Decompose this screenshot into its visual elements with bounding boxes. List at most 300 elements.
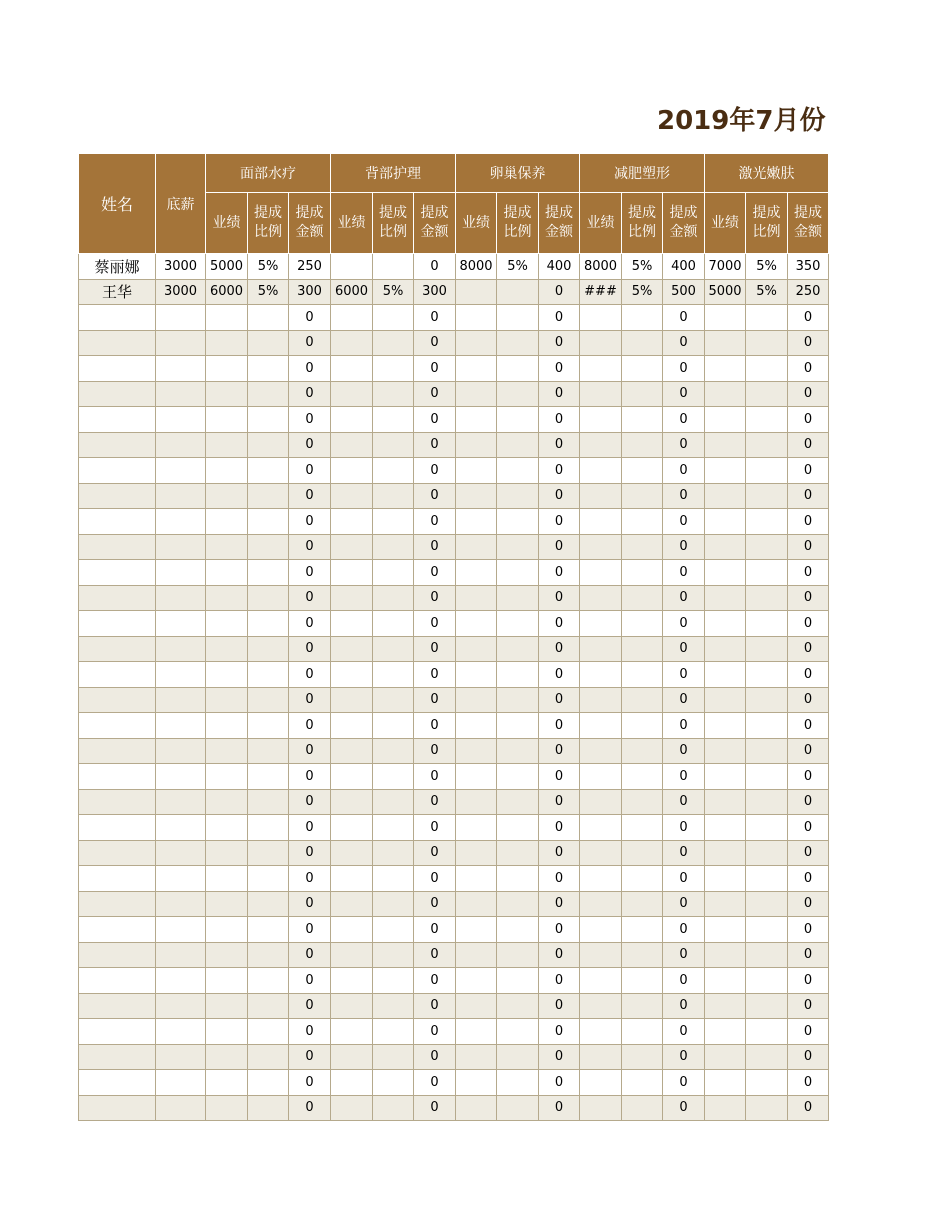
commission-rate-cell[interactable]: [373, 713, 414, 739]
commission-rate-cell[interactable]: [373, 917, 414, 943]
performance-cell[interactable]: [705, 560, 746, 586]
commission-rate-cell[interactable]: [373, 815, 414, 841]
name-cell[interactable]: [79, 866, 156, 892]
commission-rate-cell[interactable]: [746, 713, 788, 739]
performance-cell[interactable]: [206, 330, 248, 356]
name-cell[interactable]: [79, 636, 156, 662]
performance-cell[interactable]: [705, 866, 746, 892]
base-salary-cell[interactable]: [156, 1044, 206, 1070]
commission-amount-cell[interactable]: 0: [289, 840, 331, 866]
commission-amount-cell[interactable]: 0: [788, 1070, 829, 1096]
performance-cell[interactable]: [456, 356, 497, 382]
commission-rate-cell[interactable]: [373, 840, 414, 866]
name-cell[interactable]: [79, 458, 156, 484]
performance-cell[interactable]: [580, 611, 622, 637]
commission-amount-cell[interactable]: 0: [539, 279, 580, 305]
commission-amount-cell[interactable]: 0: [663, 381, 705, 407]
commission-amount-cell[interactable]: 0: [539, 381, 580, 407]
commission-amount-cell[interactable]: 0: [414, 764, 456, 790]
commission-rate-cell[interactable]: 5%: [248, 279, 289, 305]
commission-rate-cell[interactable]: [248, 713, 289, 739]
commission-rate-cell[interactable]: [622, 483, 663, 509]
commission-rate-cell[interactable]: [746, 815, 788, 841]
commission-rate-cell[interactable]: [373, 764, 414, 790]
commission-rate-cell[interactable]: [622, 840, 663, 866]
commission-amount-cell[interactable]: 0: [414, 687, 456, 713]
commission-amount-cell[interactable]: 0: [788, 305, 829, 331]
commission-rate-cell[interactable]: [497, 305, 539, 331]
commission-amount-cell[interactable]: 0: [289, 815, 331, 841]
commission-rate-cell[interactable]: [622, 662, 663, 688]
base-salary-cell[interactable]: [156, 815, 206, 841]
commission-rate-cell[interactable]: [497, 483, 539, 509]
commission-amount-cell[interactable]: 0: [788, 1044, 829, 1070]
name-cell[interactable]: [79, 611, 156, 637]
performance-cell[interactable]: [705, 356, 746, 382]
commission-rate-cell[interactable]: [248, 840, 289, 866]
performance-cell[interactable]: 6000: [206, 279, 248, 305]
performance-cell[interactable]: [331, 1095, 373, 1121]
commission-rate-cell[interactable]: [497, 993, 539, 1019]
performance-cell[interactable]: [456, 713, 497, 739]
commission-rate-cell[interactable]: [497, 713, 539, 739]
commission-rate-cell[interactable]: [373, 1095, 414, 1121]
performance-cell[interactable]: [705, 636, 746, 662]
commission-rate-cell[interactable]: [622, 891, 663, 917]
performance-cell[interactable]: [705, 534, 746, 560]
commission-rate-cell[interactable]: [746, 585, 788, 611]
commission-amount-cell[interactable]: 0: [663, 764, 705, 790]
performance-cell[interactable]: [456, 585, 497, 611]
commission-rate-cell[interactable]: [497, 1095, 539, 1121]
commission-amount-cell[interactable]: 0: [663, 305, 705, 331]
performance-cell[interactable]: [705, 840, 746, 866]
performance-cell[interactable]: 6000: [331, 279, 373, 305]
performance-cell[interactable]: [456, 764, 497, 790]
commission-amount-cell[interactable]: 0: [289, 764, 331, 790]
commission-amount-cell[interactable]: 0: [788, 764, 829, 790]
commission-amount-cell[interactable]: 0: [663, 611, 705, 637]
commission-rate-cell[interactable]: [746, 942, 788, 968]
commission-amount-cell[interactable]: 0: [289, 509, 331, 535]
commission-amount-cell[interactable]: 0: [414, 789, 456, 815]
commission-rate-cell[interactable]: [497, 407, 539, 433]
performance-cell[interactable]: [456, 738, 497, 764]
performance-cell[interactable]: [331, 483, 373, 509]
performance-cell[interactable]: [705, 764, 746, 790]
commission-rate-cell[interactable]: [622, 458, 663, 484]
commission-rate-cell[interactable]: [248, 611, 289, 637]
base-salary-cell[interactable]: [156, 891, 206, 917]
name-cell[interactable]: [79, 432, 156, 458]
commission-amount-cell[interactable]: 0: [539, 585, 580, 611]
commission-rate-cell[interactable]: [622, 687, 663, 713]
commission-amount-cell[interactable]: 0: [788, 866, 829, 892]
commission-rate-cell[interactable]: [248, 789, 289, 815]
commission-rate-cell[interactable]: [746, 356, 788, 382]
commission-rate-cell[interactable]: [373, 534, 414, 560]
performance-cell[interactable]: [206, 764, 248, 790]
commission-rate-cell[interactable]: [622, 968, 663, 994]
commission-rate-cell[interactable]: [248, 381, 289, 407]
commission-amount-cell[interactable]: 0: [289, 713, 331, 739]
base-salary-cell[interactable]: [156, 738, 206, 764]
commission-amount-cell[interactable]: 400: [539, 254, 580, 280]
commission-rate-cell[interactable]: [248, 458, 289, 484]
commission-rate-cell[interactable]: [497, 968, 539, 994]
commission-amount-cell[interactable]: 0: [663, 1019, 705, 1045]
performance-cell[interactable]: [580, 993, 622, 1019]
performance-cell[interactable]: [580, 687, 622, 713]
commission-amount-cell[interactable]: 0: [663, 636, 705, 662]
commission-amount-cell[interactable]: 500: [663, 279, 705, 305]
commission-amount-cell[interactable]: 0: [788, 483, 829, 509]
name-cell[interactable]: [79, 968, 156, 994]
performance-cell[interactable]: [580, 968, 622, 994]
commission-amount-cell[interactable]: 0: [788, 738, 829, 764]
commission-rate-cell[interactable]: [248, 993, 289, 1019]
performance-cell[interactable]: ###: [580, 279, 622, 305]
commission-rate-cell[interactable]: [497, 330, 539, 356]
commission-rate-cell[interactable]: [622, 560, 663, 586]
performance-cell[interactable]: [705, 662, 746, 688]
performance-cell[interactable]: [206, 458, 248, 484]
name-cell[interactable]: [79, 330, 156, 356]
base-salary-cell[interactable]: [156, 764, 206, 790]
commission-amount-cell[interactable]: 0: [663, 789, 705, 815]
performance-cell[interactable]: [331, 993, 373, 1019]
base-salary-cell[interactable]: [156, 611, 206, 637]
performance-cell[interactable]: [206, 789, 248, 815]
commission-rate-cell[interactable]: [373, 968, 414, 994]
commission-amount-cell[interactable]: 0: [539, 968, 580, 994]
commission-rate-cell[interactable]: [622, 789, 663, 815]
commission-amount-cell[interactable]: 0: [663, 891, 705, 917]
performance-cell[interactable]: [456, 636, 497, 662]
name-cell[interactable]: [79, 381, 156, 407]
commission-rate-cell[interactable]: [373, 381, 414, 407]
performance-cell[interactable]: [331, 917, 373, 943]
performance-cell[interactable]: [580, 636, 622, 662]
performance-cell[interactable]: [456, 483, 497, 509]
commission-rate-cell[interactable]: [622, 993, 663, 1019]
commission-rate-cell[interactable]: [248, 356, 289, 382]
performance-cell[interactable]: [206, 1019, 248, 1045]
base-salary-cell[interactable]: [156, 840, 206, 866]
base-salary-cell[interactable]: [156, 662, 206, 688]
performance-cell[interactable]: [705, 585, 746, 611]
commission-amount-cell[interactable]: 0: [788, 432, 829, 458]
commission-rate-cell[interactable]: [373, 738, 414, 764]
performance-cell[interactable]: [705, 381, 746, 407]
performance-cell[interactable]: [456, 1095, 497, 1121]
commission-amount-cell[interactable]: 0: [289, 356, 331, 382]
performance-cell[interactable]: [705, 713, 746, 739]
name-cell[interactable]: [79, 356, 156, 382]
name-cell[interactable]: [79, 407, 156, 433]
commission-amount-cell[interactable]: 0: [663, 738, 705, 764]
commission-rate-cell[interactable]: [373, 356, 414, 382]
performance-cell[interactable]: [705, 509, 746, 535]
commission-rate-cell[interactable]: [497, 764, 539, 790]
commission-amount-cell[interactable]: 300: [414, 279, 456, 305]
commission-rate-cell[interactable]: [746, 866, 788, 892]
performance-cell[interactable]: [206, 815, 248, 841]
commission-amount-cell[interactable]: 0: [539, 738, 580, 764]
commission-rate-cell[interactable]: [373, 585, 414, 611]
base-salary-cell[interactable]: [156, 585, 206, 611]
commission-amount-cell[interactable]: 0: [663, 662, 705, 688]
commission-amount-cell[interactable]: 0: [539, 789, 580, 815]
commission-amount-cell[interactable]: 0: [539, 611, 580, 637]
performance-cell[interactable]: [705, 432, 746, 458]
performance-cell[interactable]: [705, 458, 746, 484]
commission-rate-cell[interactable]: [746, 1044, 788, 1070]
performance-cell[interactable]: [206, 738, 248, 764]
performance-cell[interactable]: [206, 942, 248, 968]
commission-rate-cell[interactable]: [746, 611, 788, 637]
commission-amount-cell[interactable]: 0: [663, 509, 705, 535]
performance-cell[interactable]: [206, 381, 248, 407]
commission-amount-cell[interactable]: 0: [414, 330, 456, 356]
commission-rate-cell[interactable]: [497, 1019, 539, 1045]
commission-amount-cell[interactable]: 0: [788, 840, 829, 866]
commission-amount-cell[interactable]: 0: [414, 432, 456, 458]
commission-amount-cell[interactable]: 0: [663, 917, 705, 943]
performance-cell[interactable]: [456, 534, 497, 560]
name-cell[interactable]: [79, 993, 156, 1019]
commission-rate-cell[interactable]: [622, 1095, 663, 1121]
base-salary-cell[interactable]: [156, 993, 206, 1019]
base-salary-cell[interactable]: [156, 866, 206, 892]
commission-rate-cell[interactable]: [622, 1019, 663, 1045]
base-salary-cell[interactable]: [156, 942, 206, 968]
commission-amount-cell[interactable]: 0: [539, 942, 580, 968]
name-cell[interactable]: [79, 815, 156, 841]
performance-cell[interactable]: [705, 891, 746, 917]
commission-rate-cell[interactable]: [373, 662, 414, 688]
commission-amount-cell[interactable]: 0: [289, 330, 331, 356]
commission-rate-cell[interactable]: [373, 636, 414, 662]
commission-rate-cell[interactable]: [622, 381, 663, 407]
commission-rate-cell[interactable]: [622, 917, 663, 943]
base-salary-cell[interactable]: [156, 330, 206, 356]
commission-amount-cell[interactable]: 0: [539, 432, 580, 458]
commission-rate-cell[interactable]: [373, 509, 414, 535]
performance-cell[interactable]: [206, 662, 248, 688]
performance-cell[interactable]: [206, 891, 248, 917]
performance-cell[interactable]: [580, 815, 622, 841]
commission-rate-cell[interactable]: [622, 636, 663, 662]
performance-cell[interactable]: [580, 407, 622, 433]
performance-cell[interactable]: [580, 1070, 622, 1096]
base-salary-cell[interactable]: [156, 687, 206, 713]
commission-rate-cell[interactable]: [497, 738, 539, 764]
name-cell[interactable]: [79, 789, 156, 815]
performance-cell[interactable]: [206, 713, 248, 739]
commission-rate-cell[interactable]: [248, 560, 289, 586]
base-salary-cell[interactable]: 3000: [156, 279, 206, 305]
performance-cell[interactable]: [206, 356, 248, 382]
performance-cell[interactable]: [580, 483, 622, 509]
base-salary-cell[interactable]: [156, 305, 206, 331]
commission-rate-cell[interactable]: [746, 1095, 788, 1121]
commission-amount-cell[interactable]: 0: [788, 891, 829, 917]
commission-amount-cell[interactable]: 0: [788, 968, 829, 994]
performance-cell[interactable]: [705, 407, 746, 433]
performance-cell[interactable]: [331, 764, 373, 790]
commission-amount-cell[interactable]: 0: [414, 917, 456, 943]
performance-cell[interactable]: [580, 917, 622, 943]
commission-amount-cell[interactable]: 0: [788, 993, 829, 1019]
commission-rate-cell[interactable]: [746, 560, 788, 586]
name-cell[interactable]: [79, 713, 156, 739]
commission-rate-cell[interactable]: [497, 636, 539, 662]
performance-cell[interactable]: [331, 534, 373, 560]
commission-rate-cell[interactable]: [497, 611, 539, 637]
name-cell[interactable]: [79, 585, 156, 611]
commission-amount-cell[interactable]: 0: [289, 585, 331, 611]
base-salary-cell[interactable]: [156, 636, 206, 662]
performance-cell[interactable]: [456, 917, 497, 943]
performance-cell[interactable]: [456, 891, 497, 917]
name-cell[interactable]: [79, 1044, 156, 1070]
performance-cell[interactable]: 5000: [206, 254, 248, 280]
commission-rate-cell[interactable]: [746, 687, 788, 713]
commission-rate-cell[interactable]: [622, 1044, 663, 1070]
commission-amount-cell[interactable]: 0: [414, 534, 456, 560]
performance-cell[interactable]: [580, 458, 622, 484]
commission-rate-cell[interactable]: [746, 789, 788, 815]
commission-rate-cell[interactable]: [746, 840, 788, 866]
performance-cell[interactable]: [456, 432, 497, 458]
commission-rate-cell[interactable]: [373, 458, 414, 484]
performance-cell[interactable]: [206, 636, 248, 662]
commission-rate-cell[interactable]: [497, 662, 539, 688]
commission-rate-cell[interactable]: [373, 789, 414, 815]
commission-rate-cell[interactable]: [248, 687, 289, 713]
commission-rate-cell[interactable]: [248, 891, 289, 917]
performance-cell[interactable]: [331, 968, 373, 994]
performance-cell[interactable]: [456, 815, 497, 841]
commission-amount-cell[interactable]: 0: [539, 866, 580, 892]
commission-rate-cell[interactable]: [497, 381, 539, 407]
commission-rate-cell[interactable]: [248, 1070, 289, 1096]
name-cell[interactable]: [79, 483, 156, 509]
commission-rate-cell[interactable]: [622, 815, 663, 841]
name-cell[interactable]: [79, 1019, 156, 1045]
commission-rate-cell[interactable]: [248, 917, 289, 943]
commission-rate-cell[interactable]: [622, 585, 663, 611]
commission-amount-cell[interactable]: 0: [289, 1095, 331, 1121]
commission-rate-cell[interactable]: [622, 305, 663, 331]
commission-rate-cell[interactable]: [248, 662, 289, 688]
commission-rate-cell[interactable]: [622, 407, 663, 433]
performance-cell[interactable]: [705, 483, 746, 509]
commission-rate-cell[interactable]: [622, 1070, 663, 1096]
performance-cell[interactable]: [331, 1019, 373, 1045]
performance-cell[interactable]: [705, 305, 746, 331]
commission-amount-cell[interactable]: 0: [663, 993, 705, 1019]
performance-cell[interactable]: [206, 840, 248, 866]
base-salary-cell[interactable]: [156, 968, 206, 994]
commission-rate-cell[interactable]: [373, 483, 414, 509]
commission-rate-cell[interactable]: 5%: [746, 279, 788, 305]
commission-amount-cell[interactable]: 0: [663, 585, 705, 611]
commission-amount-cell[interactable]: 0: [663, 407, 705, 433]
base-salary-cell[interactable]: 3000: [156, 254, 206, 280]
commission-rate-cell[interactable]: [373, 611, 414, 637]
performance-cell[interactable]: [456, 279, 497, 305]
commission-amount-cell[interactable]: 0: [414, 254, 456, 280]
performance-cell[interactable]: [456, 611, 497, 637]
commission-rate-cell[interactable]: 5%: [497, 254, 539, 280]
commission-rate-cell[interactable]: [746, 662, 788, 688]
commission-rate-cell[interactable]: [622, 509, 663, 535]
commission-rate-cell[interactable]: [248, 534, 289, 560]
commission-rate-cell[interactable]: [248, 509, 289, 535]
performance-cell[interactable]: [705, 738, 746, 764]
commission-amount-cell[interactable]: 0: [539, 560, 580, 586]
commission-rate-cell[interactable]: [497, 815, 539, 841]
performance-cell[interactable]: [206, 611, 248, 637]
commission-rate-cell[interactable]: [622, 942, 663, 968]
commission-rate-cell[interactable]: [746, 381, 788, 407]
commission-amount-cell[interactable]: 0: [414, 738, 456, 764]
base-salary-cell[interactable]: [156, 458, 206, 484]
performance-cell[interactable]: [580, 305, 622, 331]
commission-rate-cell[interactable]: [497, 1044, 539, 1070]
commission-amount-cell[interactable]: 0: [539, 917, 580, 943]
commission-rate-cell[interactable]: [497, 687, 539, 713]
performance-cell[interactable]: [206, 1095, 248, 1121]
commission-amount-cell[interactable]: 0: [414, 407, 456, 433]
performance-cell[interactable]: [331, 662, 373, 688]
performance-cell[interactable]: [580, 356, 622, 382]
performance-cell[interactable]: [580, 1044, 622, 1070]
performance-cell[interactable]: [456, 866, 497, 892]
performance-cell[interactable]: [580, 789, 622, 815]
commission-amount-cell[interactable]: 0: [788, 560, 829, 586]
commission-amount-cell[interactable]: 0: [539, 1019, 580, 1045]
performance-cell[interactable]: [331, 942, 373, 968]
commission-amount-cell[interactable]: 0: [414, 891, 456, 917]
commission-amount-cell[interactable]: 0: [788, 611, 829, 637]
commission-amount-cell[interactable]: 0: [663, 458, 705, 484]
commission-amount-cell[interactable]: 300: [289, 279, 331, 305]
commission-amount-cell[interactable]: 0: [289, 1044, 331, 1070]
commission-rate-cell[interactable]: [497, 789, 539, 815]
performance-cell[interactable]: [456, 1019, 497, 1045]
commission-amount-cell[interactable]: 0: [289, 432, 331, 458]
name-cell[interactable]: [79, 534, 156, 560]
base-salary-cell[interactable]: [156, 789, 206, 815]
performance-cell[interactable]: [456, 560, 497, 586]
performance-cell[interactable]: [580, 764, 622, 790]
commission-amount-cell[interactable]: 0: [539, 636, 580, 662]
performance-cell[interactable]: [580, 534, 622, 560]
commission-amount-cell[interactable]: 0: [414, 458, 456, 484]
commission-amount-cell[interactable]: 0: [289, 968, 331, 994]
commission-rate-cell[interactable]: [373, 560, 414, 586]
name-cell[interactable]: [79, 917, 156, 943]
commission-amount-cell[interactable]: 0: [539, 509, 580, 535]
commission-rate-cell[interactable]: [497, 840, 539, 866]
commission-rate-cell[interactable]: [497, 356, 539, 382]
commission-amount-cell[interactable]: 0: [289, 305, 331, 331]
commission-amount-cell[interactable]: 0: [788, 407, 829, 433]
commission-rate-cell[interactable]: [746, 764, 788, 790]
